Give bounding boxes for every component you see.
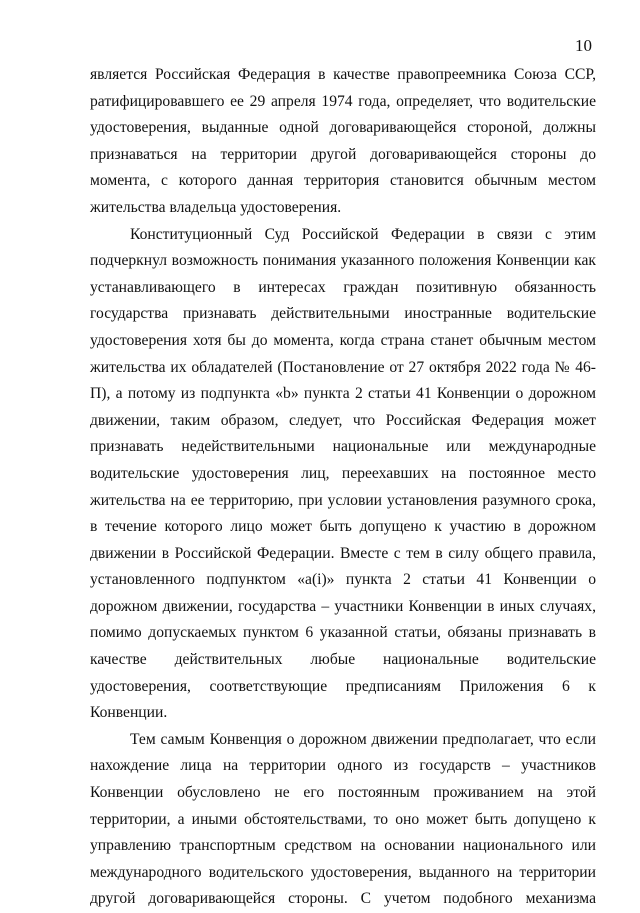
paragraph-1: является Российская Федерация в качестве правопреемника Союза ССР, ратифицировавшего ее 29 апреля 1974 года, определяет, что водительские удостоверения, выданные одной договаривающейся стороной, должны признаваться на территории другой договаривающейся стороны до момента, с которого данная территория становится обычным местом жительства владельца удостоверения. <box>90 66 596 216</box>
document-body <box>90 62 596 913</box>
paragraph-3: Тем самым Конвенция о дорожном движении предполагает, что если нахождение лица на территории одного из государств – участников Конвенции обусловлено не его постоянным проживанием на этой территории, а иными обстоятельствами, то оно может быть допущено к управлению транспортным средством на основании национального или международного водительского удостоверения, выданного на территории другой договаривающейся стороны. С учетом подобного механизма <box>90 730 596 908</box>
paragraph-2: Конституционный Суд Российской Федерации в связи с этим подчеркнул возможность понимания указанного положения Конвенции как устанавливающего в интересах граждан позитивную обязанность государства признавать действительными иностранные водительские удостоверения хотя бы до момента, когда страна станет обычным местом жительства их обладателей (Постановление от 27 октября 2022 года № 46-П), а потому из подпункта «b» пункта 2 статьи 41 Конвенции о дорожном движении, таким образом, следует, что Российская Федерация может признавать недействительными национальные или международные водительские удостоверения лиц, переехавших на постоянное место жительства на ее территорию, при условии установления разумного срока, в течение которого лицо может быть допущено к участию в дорожном движении в Российской Федерации. Вместе с тем в силу общего правила, установленного подпунктом «a(i)» пункта 2 статьи 41 Конвенции о дорожном движении, государства – участники Конвенции в иных случаях, помимо допускаемых пунктом 6 указанной статьи, обязаны признавать в качестве действительных любые национальные водительские удостоверения, соответствующие предписаниям Приложения 6 к Конвенции. <box>90 225 596 722</box>
page-number: 10 <box>575 36 592 55</box>
